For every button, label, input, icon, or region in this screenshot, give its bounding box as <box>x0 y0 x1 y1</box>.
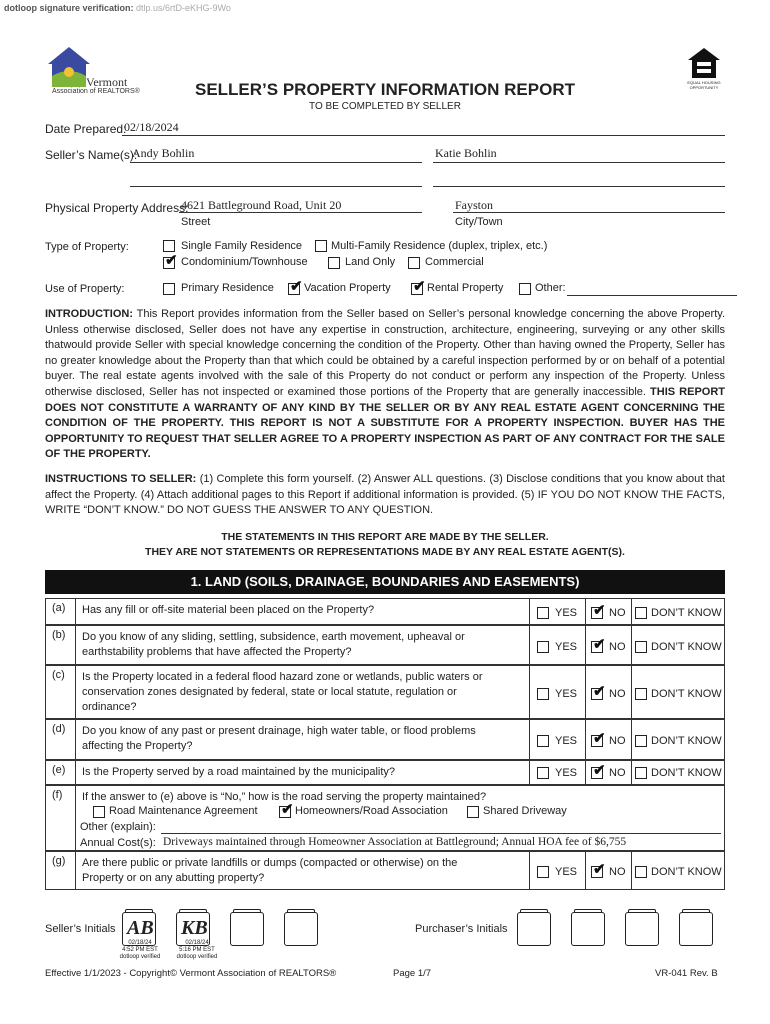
question-id: (a) <box>46 599 76 624</box>
purchaser-initials-label: Purchaser’s Initials <box>415 923 508 935</box>
answer-yes-checkbox[interactable] <box>537 866 549 878</box>
seller-name-4-line <box>433 186 725 187</box>
use-vacation-checkbox[interactable] <box>288 278 303 295</box>
question-row-c <box>45 665 725 719</box>
answer-yes-checkbox[interactable] <box>537 607 549 619</box>
answer-no-label: NO <box>609 607 626 619</box>
answer-yes-label: YES <box>555 641 578 653</box>
check-mark-icon: ✔ <box>593 730 606 747</box>
type-single-family-checkbox[interactable] <box>163 240 175 252</box>
purchaser-initial-box-4[interactable] <box>679 912 713 946</box>
check-mark-icon: ✔ <box>593 762 606 779</box>
question-text: If the answer to (e) above is “No,” how is the road serving the property maintained? <box>82 791 487 803</box>
answer-group <box>529 720 724 759</box>
page-subtitle: TO BE COMPLETED BY SELLER <box>309 101 461 112</box>
check-mark-icon: ✔ <box>281 801 294 818</box>
answer-no-label: NO <box>609 735 626 747</box>
answer-yes-label: YES <box>555 688 578 700</box>
signature-initials-kb: KB <box>181 917 208 939</box>
sig2-verified: dotloop verified <box>176 954 218 960</box>
sig2-time: 5:16 PM EST <box>179 947 215 953</box>
answer-group <box>529 852 724 889</box>
use-rental-label: Rental Property <box>427 282 504 294</box>
sig1-time: 4:52 PM EST <box>122 947 158 953</box>
answer-group <box>529 599 724 624</box>
section-1-header: 1. LAND (SOILS, DRAINAGE, BOUNDARIES AND EASEMENTS) <box>45 570 725 594</box>
question-row-b <box>45 625 725 665</box>
answer-no-checkbox[interactable] <box>591 683 606 700</box>
annual-cost-value[interactable]: Driveways maintained through Homeowner Association at Battleground; Annual HOA fee of $6,755 <box>163 836 627 848</box>
answer-dont-know-checkbox[interactable] <box>635 607 647 619</box>
check-mark-icon: ✔ <box>593 602 606 619</box>
seller-name-1-line <box>130 162 422 163</box>
use-primary-label: Primary Residence <box>181 282 274 294</box>
answer-dont-know-label: DON’T KNOW <box>651 866 722 878</box>
instructions-text: (1) Complete this form yourself. (2) Answer ALL questions. (3) Disclose conditions that you know about that affect the Property. (4) Attach additional pages to this Report if additional information is provided. (5) IF YOU DO NOT KNOW THE FACTS, WRITE “DON’T KNOW.” DO NOT GUESS THE ANSWER TO ANY QUESTION. <box>45 473 725 517</box>
check-mark-icon: ✔ <box>593 683 606 700</box>
city-caption: City/Town <box>455 216 503 228</box>
question-id: (g) <box>46 852 76 889</box>
footer-copyright: Effective 1/1/2023 - Copyright© Vermont Association of REALTORS® <box>45 968 337 979</box>
logo-line1: Vermont <box>86 75 128 89</box>
answer-dont-know-label: DON’T KNOW <box>651 688 722 700</box>
answer-group <box>529 666 724 718</box>
type-label: Type of Property: <box>45 241 129 253</box>
annual-cost-label: Annual Cost(s): <box>80 837 156 849</box>
answer-yes-checkbox[interactable] <box>537 688 549 700</box>
answer-no-label: NO <box>609 641 626 653</box>
equal-housing-icon <box>686 46 722 80</box>
purchaser-initial-box-1[interactable] <box>517 912 551 946</box>
sig2-stamp <box>172 940 222 961</box>
statements-line-2: THEY ARE NOT STATEMENTS OR REPRESENTATIONS MADE BY ANY REAL ESTATE AGENT(S). <box>145 546 625 558</box>
answer-no-label: NO <box>609 688 626 700</box>
seller-name-1[interactable]: Andy Bohlin <box>132 146 195 160</box>
statements-line-1: THE STATEMENTS IN THIS REPORT ARE MADE BY THE SELLER. <box>221 531 549 543</box>
instructions-paragraph <box>45 472 725 519</box>
answer-dont-know-label: DON’T KNOW <box>651 641 722 653</box>
road-maintenance-agreement-label: Road Maintenance Agreement <box>109 805 258 817</box>
address-city[interactable]: Fayston <box>455 198 494 212</box>
shared-driveway-label: Shared Driveway <box>483 805 567 817</box>
type-multi-family-label: Multi-Family Residence (duplex, triplex, etc.) <box>331 240 548 252</box>
use-other-checkbox[interactable] <box>519 283 531 295</box>
use-rental-checkbox[interactable] <box>411 278 426 295</box>
seller-name-2-line <box>433 162 725 163</box>
answer-yes-checkbox[interactable] <box>537 735 549 747</box>
signature-initials-ab: AB <box>127 917 154 939</box>
question-row-e <box>45 760 725 785</box>
type-condo-label: Condominium/Townhouse <box>181 256 308 268</box>
date-value[interactable]: 02/18/2024 <box>124 120 179 134</box>
answer-dont-know-label: DON’T KNOW <box>651 767 722 779</box>
question-id: (d) <box>46 720 76 759</box>
intro-text: This Report provides information from the Seller based on Seller’s personal knowledge concerning the above Property. Unless otherwise disclosed, Seller does not have any expertise in construction, architecture, engineering, surveying or any other skills thatwould provide Seller with special knowledge concerning the condition of the Property. Other than having owned the Property, Seller has no greater knowledge about the Property than that which could be obtained by a careful inspection performed by or on behalf of a potential buyer. The real estate agents involved with the sale of this Property do not conduct or perform any inspection of the Property. Unless otherwise disclosed, Seller has not inspected or examined those portions of the Property that are generally inaccessible. <box>45 308 725 398</box>
answer-dont-know-label: DON’T KNOW <box>651 735 722 747</box>
answer-yes-label: YES <box>555 607 578 619</box>
other-explain-line[interactable] <box>161 833 721 834</box>
verification-label: dotloop signature verification: <box>4 3 134 13</box>
question-id: (b) <box>46 626 76 664</box>
purchaser-initial-box-3[interactable] <box>625 912 659 946</box>
question-id: (f) <box>46 786 76 850</box>
type-single-family-label: Single Family Residence <box>181 240 303 252</box>
verification-link[interactable]: dtlp.us/6rtD-eKHG-9Wo <box>136 3 231 13</box>
introduction-paragraph <box>45 307 725 463</box>
question-text: Is the Property served by a road maintained by the municipality? <box>82 766 396 778</box>
answer-no-label: NO <box>609 767 626 779</box>
sig2-date: 02/18/24 <box>185 940 209 946</box>
type-land-label: Land Only <box>345 256 396 268</box>
type-commercial-checkbox[interactable] <box>408 257 420 269</box>
answer-no-checkbox[interactable] <box>591 861 606 878</box>
shared-driveway-checkbox[interactable] <box>467 806 479 818</box>
road-maintenance-agreement-checkbox[interactable] <box>93 806 105 818</box>
check-mark-icon: ✔ <box>290 278 303 295</box>
purchaser-initial-box-2[interactable] <box>571 912 605 946</box>
question-text: Are there public or private landfills or dumps (compacted or otherwise) on the Property or on any abutting property? <box>82 857 458 884</box>
page-title: SELLER’S PROPERTY INFORMATION REPORT <box>194 80 575 99</box>
check-mark-icon: ✔ <box>413 278 426 295</box>
answer-yes-label: YES <box>555 735 578 747</box>
question-id: (e) <box>46 761 76 784</box>
check-mark-icon: ✔ <box>165 252 178 269</box>
question-row-a <box>45 598 725 625</box>
question-row-f <box>45 785 725 851</box>
answer-no-checkbox[interactable] <box>591 730 606 747</box>
verification-line <box>4 3 231 13</box>
answer-dont-know-checkbox[interactable] <box>635 641 647 653</box>
sig1-stamp <box>118 940 162 961</box>
answer-dont-know-checkbox[interactable] <box>635 866 647 878</box>
question-id: (c) <box>46 666 76 718</box>
instructions-heading: INSTRUCTIONS TO SELLER: <box>45 473 197 485</box>
answer-yes-label: YES <box>555 767 578 779</box>
answer-dont-know-checkbox[interactable] <box>635 767 647 779</box>
use-primary-checkbox[interactable] <box>163 283 175 295</box>
sig1-verified: dotloop verified <box>119 954 161 960</box>
use-other-line <box>567 295 737 296</box>
check-mark-icon: ✔ <box>593 636 606 653</box>
answer-dont-know-checkbox[interactable] <box>635 688 647 700</box>
footer-page-number: Page 1/7 <box>393 968 432 979</box>
footer-form-id: VR-041 Rev. B <box>655 968 718 979</box>
seller-initials-label: Seller’s Initials <box>45 923 116 935</box>
type-multi-family-checkbox[interactable] <box>315 240 327 252</box>
use-label: Use of Property: <box>45 283 125 295</box>
seller-initial-box-4[interactable] <box>284 912 318 946</box>
logo-line2: Association of REALTORS® <box>52 88 140 95</box>
answer-no-checkbox[interactable] <box>591 602 606 619</box>
type-condo-checkbox[interactable] <box>163 252 178 269</box>
use-other-label: Other: <box>535 282 566 294</box>
answer-group <box>529 626 724 664</box>
street-caption: Street <box>181 216 211 228</box>
answer-dont-know-checkbox[interactable] <box>635 735 647 747</box>
answer-dont-know-label: DON’T KNOW <box>651 607 722 619</box>
type-land-checkbox[interactable] <box>328 257 340 269</box>
question-row-d <box>45 719 725 760</box>
answer-yes-label: YES <box>555 866 578 878</box>
address-city-line <box>453 212 725 213</box>
seller-name-3-line <box>130 186 422 187</box>
question-text: Has any fill or off-site material been placed on the Property? <box>82 604 375 616</box>
sig1-date: 02/18/24 <box>128 940 152 946</box>
answer-no-label: NO <box>609 866 626 878</box>
answer-yes-checkbox[interactable] <box>537 641 549 653</box>
answer-no-checkbox[interactable] <box>591 762 606 779</box>
type-commercial-label: Commercial <box>425 256 484 268</box>
seller-initial-box-3[interactable] <box>230 912 264 946</box>
address-label: Physical Property Address: <box>45 201 189 215</box>
use-vacation-label: Vacation Property <box>304 282 391 294</box>
question-text: Is the Property located in a federal flood hazard zone or wetlands, public waters or conservation zones designated by federal, state or local statute, regulation or ordinance? <box>82 671 483 713</box>
date-label: Date Prepared: <box>45 122 127 136</box>
check-mark-icon: ✔ <box>593 861 606 878</box>
question-text: Do you know of any past or present drainage, high water table, or flood problems affecting the Property? <box>82 725 476 752</box>
date-line <box>122 135 725 136</box>
sellers-label: Seller’s Name(s): <box>45 148 138 162</box>
question-text: Do you know of any sliding, settling, subsidence, earth movement, upheaval or earthstability problems that have affected the Property? <box>82 631 465 658</box>
answer-yes-checkbox[interactable] <box>537 767 549 779</box>
address-street-line <box>179 212 422 213</box>
address-street[interactable]: 4621 Battleground Road, Unit 20 <box>181 198 342 212</box>
homeowners-road-association-checkbox[interactable] <box>279 801 294 818</box>
seller-name-2[interactable]: Katie Bohlin <box>435 146 497 160</box>
answer-group <box>529 761 724 784</box>
question-row-g <box>45 851 725 890</box>
other-explain-label: Other (explain): <box>80 821 156 833</box>
intro-warranty-text: THIS REPORT DOES NOT CONSTITUTE A WARRANTY OF ANY KIND BY THE SELLER OR BY ANY REAL ESTATE AGENT CONCERNING THE CONDITION OF THE PROPERTY. THIS REPORT IS NOT A SUBSTITUTE FOR A PROPERTY INSPECTION. BUYER HAS THE OPPORTUNITY TO REQUEST THAT SELLER AGREE TO A PROPERTY INSPECTION AS PART OF ANY CONTRACT FOR THE SALE OF THE PROPERTY. <box>45 385 726 461</box>
eho-text: EQUAL HOUSING OPPORTUNITY <box>687 80 721 90</box>
homeowners-road-association-label: Homeowners/Road Association <box>295 805 448 817</box>
answer-no-checkbox[interactable] <box>591 636 606 653</box>
intro-heading: INTRODUCTION: <box>45 308 133 320</box>
